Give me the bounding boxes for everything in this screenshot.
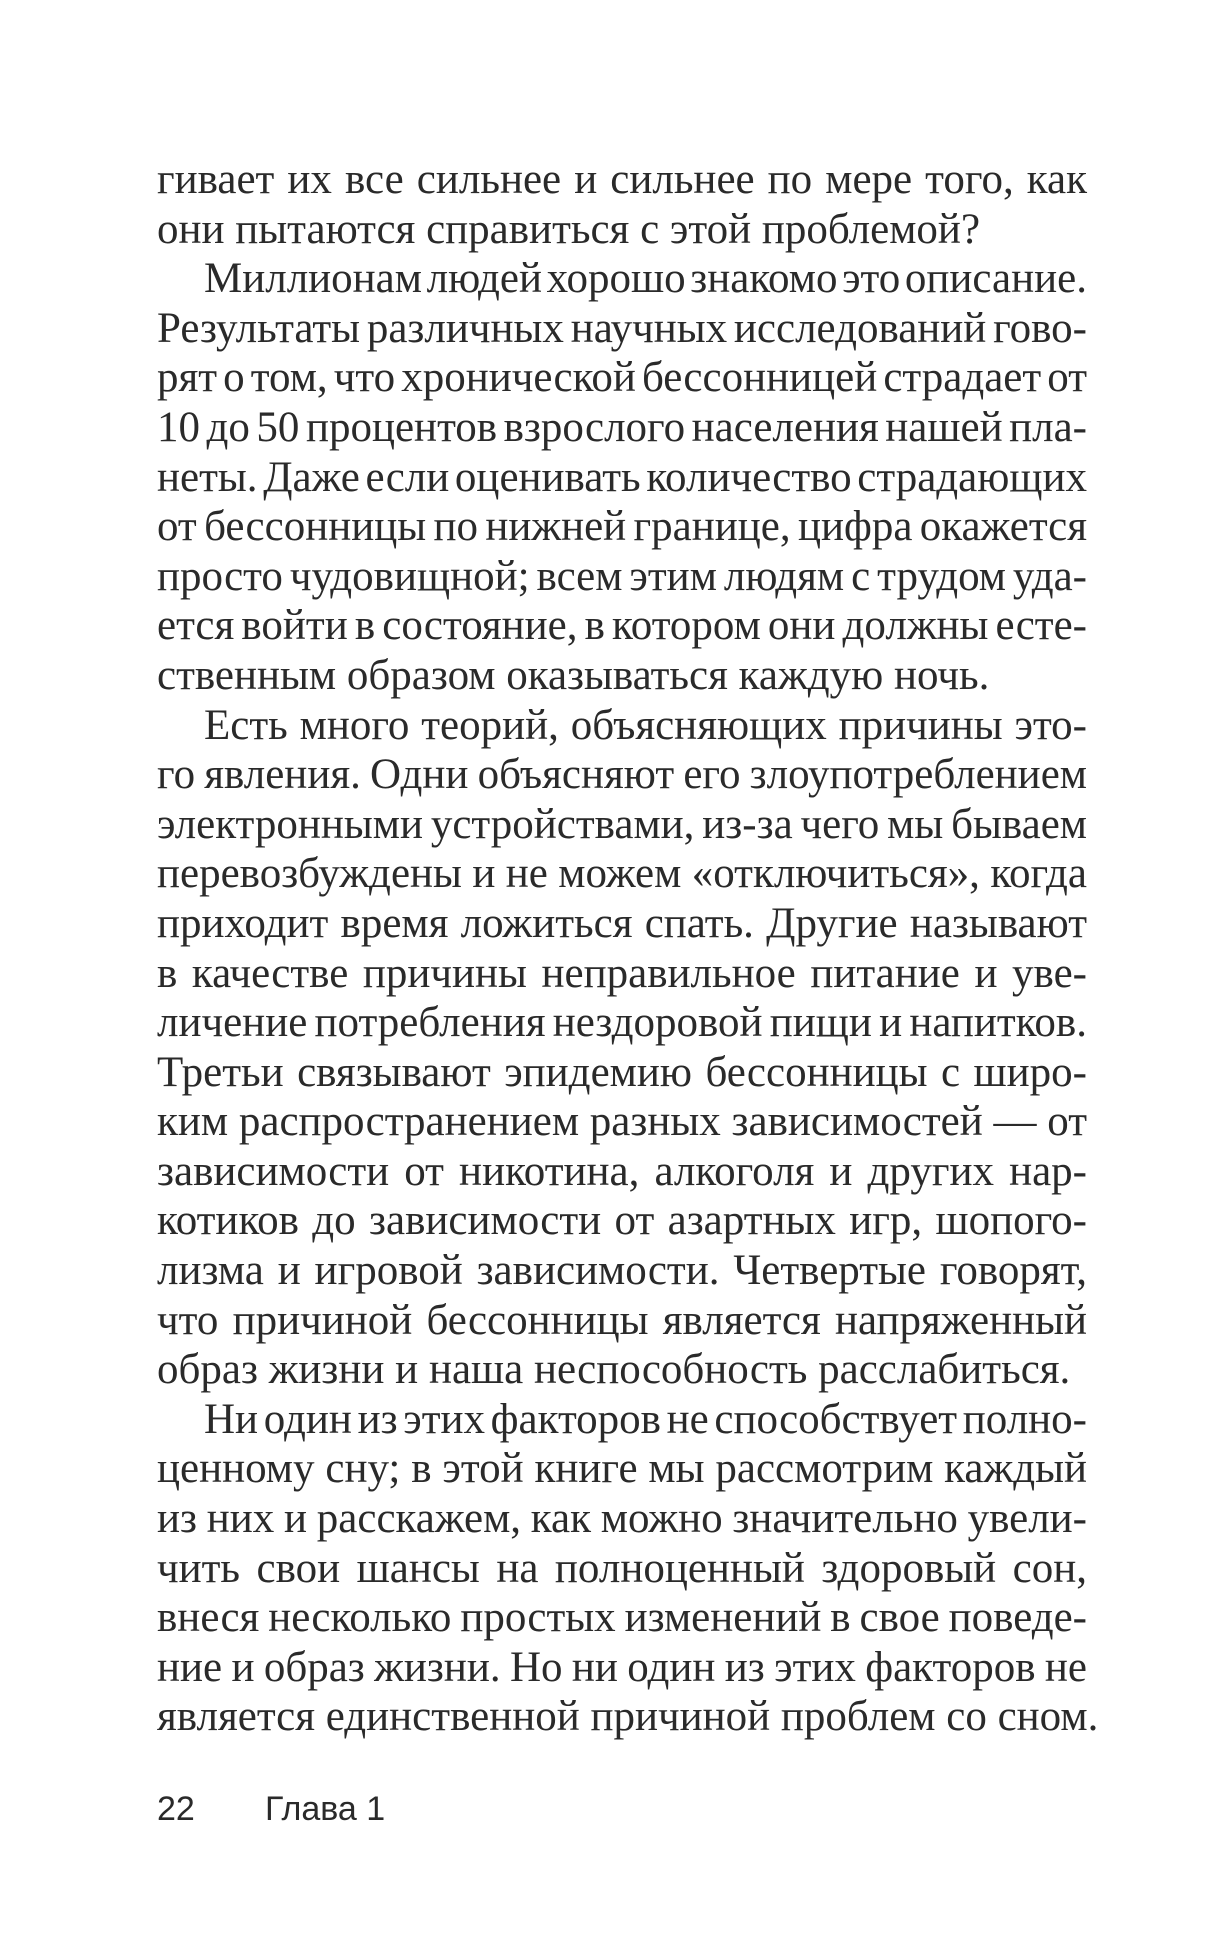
text-line: от бессонницы по нижней границе, цифра окажется (157, 503, 1087, 551)
chapter-label: Глава 1 (265, 1790, 386, 1828)
text-line: чить свои шансы на полноценный здоровый сон, (157, 1544, 1087, 1592)
text-line: просто чудовищной; всем этим людям с трудом уда- (157, 552, 1087, 600)
text-line: Третьи связывают эпидемию бессонницы с широ- (157, 1048, 1087, 1096)
page-number: 22 (157, 1790, 195, 1828)
paragraph (157, 701, 1087, 1395)
text-line: в качестве причины неправильное питание и уве- (157, 949, 1087, 997)
text-line: приходит время ложиться спать. Другие называют (157, 899, 1087, 947)
text-line: что причиной бессонницы является напряженный (157, 1296, 1087, 1344)
text-line: они пытаются справиться с этой проблемой? (157, 205, 981, 253)
text-line: Результаты различных научных исследований гово- (157, 304, 1087, 352)
paragraph (157, 155, 1087, 254)
text-line: го явления. Одни объясняют его злоупотреблением (157, 751, 1087, 799)
text-line: ние и образ жизни. Но ни один из этих факторов не (157, 1643, 1087, 1691)
text-line: из них и расскажем, как можно значительно увели- (157, 1495, 1087, 1543)
text-line: Миллионам людей хорошо знакомо это описание. (204, 255, 1087, 303)
text-line: личение потребления нездоровой пищи и напитков. (157, 999, 1087, 1047)
text-line: ственным образом оказываться каждую ночь. (157, 651, 990, 699)
text-line: ценному сну; в этой книге мы рассмотрим каждый (157, 1445, 1087, 1493)
text-line: котиков до зависимости от азартных игр, шопого- (157, 1197, 1087, 1245)
text-line: образ жизни и наша неспособность расслабиться. (157, 1346, 1071, 1394)
text-line: гивает их все сильнее и сильнее по мере того, как (157, 156, 1087, 203)
text-line: Есть много теорий, объясняющих причины это- (204, 701, 1087, 749)
text-line: Ни один из этих факторов не способствует полно- (204, 1395, 1087, 1443)
text-line: ется войти в состояние, в котором они должны есте- (157, 602, 1087, 650)
text-line: перевозбуждены и не можем «отключиться», когда (157, 850, 1087, 898)
text-line: ким распространением разных зависимостей — от (157, 1098, 1087, 1146)
text-line: рят о том, что хронической бессонницей страдает от (157, 354, 1087, 402)
page-footer (157, 1790, 385, 1829)
paragraph (157, 1395, 1099, 1742)
text-line: внеся несколько простых изменений в свое поведе- (157, 1594, 1087, 1642)
text-line: 10 до 50 процентов взрослого населения нашей пла- (157, 403, 1087, 451)
body-text (157, 155, 1099, 1742)
text-line: электронными устройствами, из-за чего мы бываем (157, 800, 1087, 848)
text-line: неты. Даже если оценивать количество страдающих (157, 453, 1087, 501)
text-line: является единственной причиной проблем со сном. (157, 1693, 1099, 1741)
text-line: лизма и игровой зависимости. Четвертые говорят, (157, 1247, 1087, 1295)
paragraph (157, 254, 1087, 700)
text-line: зависимости от никотина, алкоголя и других нар- (157, 1147, 1087, 1195)
